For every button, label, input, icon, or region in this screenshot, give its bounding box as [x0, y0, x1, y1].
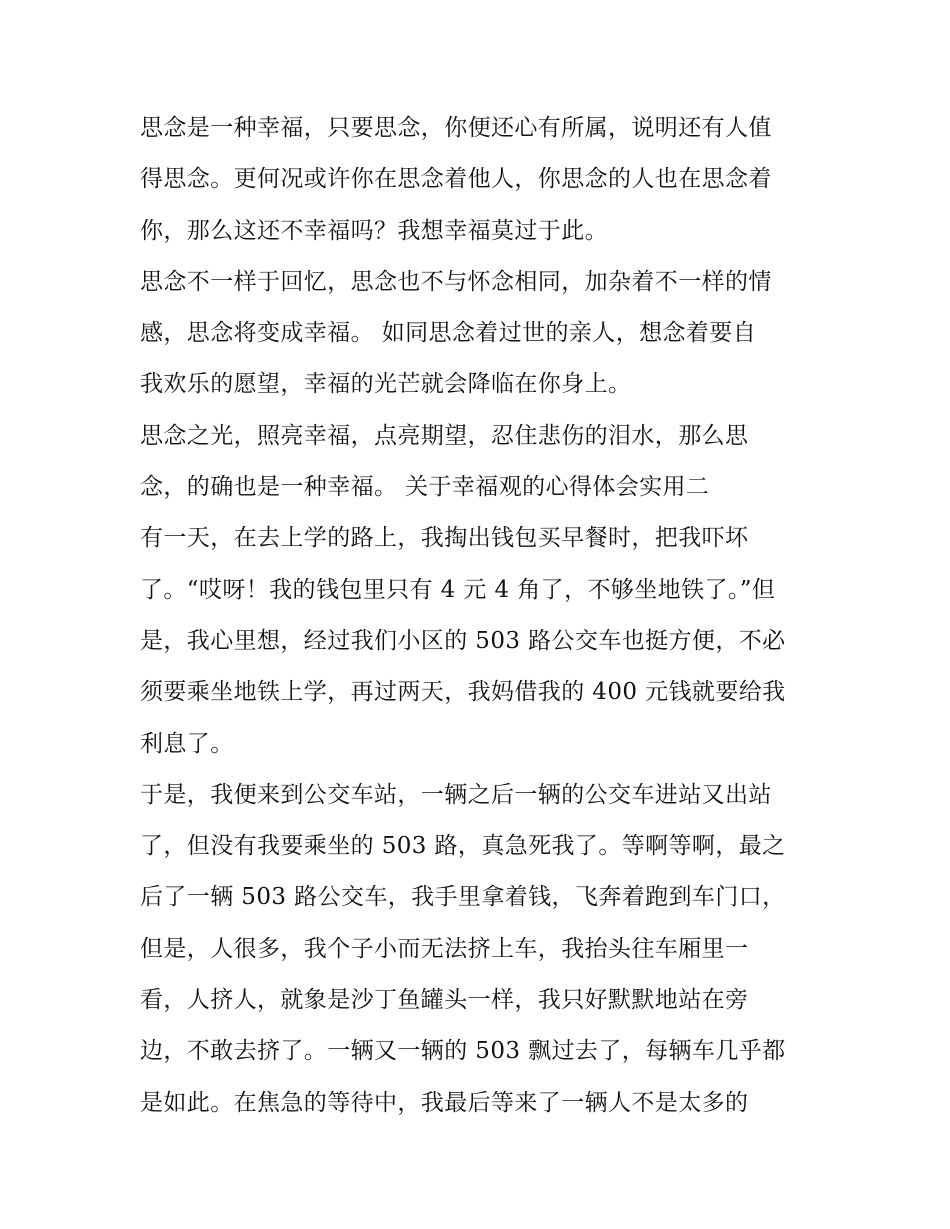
text-line: 是，我心里想，经过我们小区的 503 路公交车也挺方便，不必 [140, 627, 786, 654]
text-line: 须要乘坐地铁上学，再过两天，我妈借我的 400 元钱就要给我 [140, 679, 786, 706]
text-line: 边，不敢去挤了。一辆又一辆的 503 飘过去了，每辆车几乎都 [140, 1038, 786, 1065]
text-line: 看，人挤人，就象是沙丁鱼罐头一样，我只好默默地站在旁 [140, 987, 749, 1014]
text-line: 你，那么这还不幸福吗？我想幸福莫过于此。 [140, 217, 608, 244]
text-line: 我欢乐的愿望，幸福的光芒就会降临在你身上。 [140, 371, 632, 398]
text-line: 于是，我便来到公交车站，一辆之后一辆的公交车进站又出站 [140, 781, 772, 808]
text-line: 了。“哎呀！我的钱包里只有 4 元 4 角了，不够坐地铁了。”但 [140, 576, 776, 603]
text-line: 思念是一种幸福，只要思念，你便还心有所属，说明还有人值 [140, 115, 772, 141]
text-line: 但是，人很多，我个子小而无法挤上车，我抬头往车厢里一 [140, 935, 749, 962]
text-line: 得思念。更何况或许你在思念着他人，你思念的人也在思念着 [140, 166, 772, 193]
text-line: 有一天，在去上学的路上，我掏出钱包买早餐时，把我吓坏 [140, 525, 749, 552]
text-line: 思念之光，照亮幸福，点亮期望，忍住悲伤的泪水，那么思 [140, 422, 749, 449]
text-line: 是如此。在焦急的等待中，我最后等来了一辆人不是太多的 [140, 1089, 749, 1116]
text-line: 感，思念将变成幸福。 如同思念着过世的亲人，想念着要自 [140, 320, 757, 347]
text-line: 后了一辆 503 路公交车，我手里拿着钱，飞奔着跑到车门口， [140, 884, 786, 911]
text-line: 念，的确也是一种幸福。 关于幸福观的心得体会实用二 [140, 474, 710, 501]
document-body [140, 103, 830, 1129]
text-line: 了，但没有我要乘坐的 503 路，真急死我了。等啊等啊，最之 [140, 833, 786, 860]
text-line: 利息了。 [140, 730, 234, 757]
text-line: 思念不一样于回忆，思念也不与怀念相同，加杂着不一样的情 [140, 268, 772, 295]
